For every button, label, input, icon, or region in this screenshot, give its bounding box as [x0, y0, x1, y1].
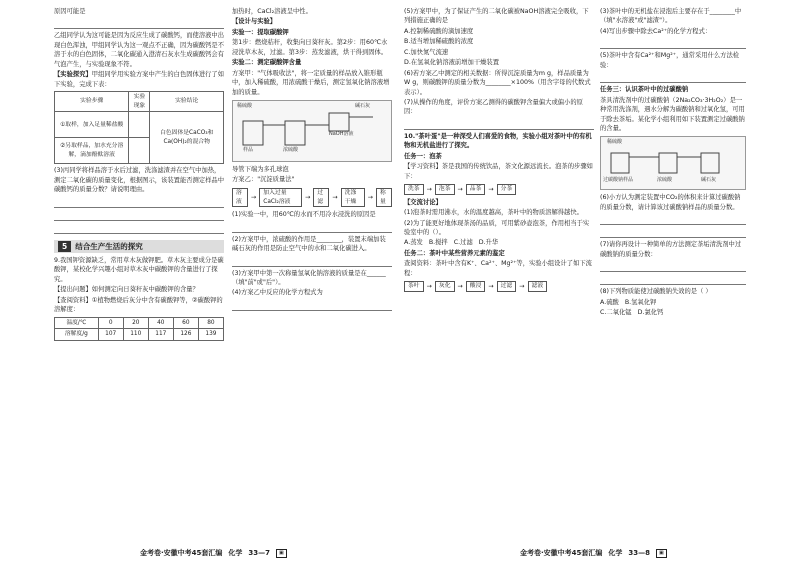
sol-label: 溶解度/g — [55, 329, 99, 341]
answer-line[interactable] — [54, 210, 224, 221]
q7: (7)从操作的角度，评价方案乙测得的碳酸钾含量偏大或偏小的原因： — [404, 98, 583, 116]
q3: (3)茶叶中的无机盐在浸泡后主要存在于________中（填"水溶液"或"滤渣"）。 — [600, 8, 742, 25]
task2-text: 查阅资料：茶叶中含有K⁺、Ca²⁺、Mg²⁺等，实验小组设计了如下流程： — [404, 260, 592, 277]
q9-data: 【查阅资料】①植物燃烧后灰分中含有碳酸钾等，②碳酸钾的溶解度： — [54, 296, 223, 314]
option: A.硫酸 — [600, 298, 619, 306]
flow-step: 品茶 — [466, 184, 486, 195]
top-text: 原因可能是 — [54, 8, 86, 15]
section-title: 结合生产生活的探究 — [75, 241, 143, 251]
task3-text: 茶具清洗剂中的过碳酸钠（2Na₂CO₃·3H₂O₂）是一种常用洗涤剂，遇水分解为碳酸钠和过氧化氢，可用于除去茶垢。某化学小组利用如下装置测定过碳酸钠的含量。 — [600, 96, 745, 132]
label-naoh: NaOH溶液 — [329, 130, 354, 137]
experiment-body: 甲组同学用实验方案中产生的白色固体进行了如下实验，完成下表： — [54, 71, 225, 88]
q1: (1)实验一中，用60℃的水而不用冷水浸洗的原因是 — [232, 211, 376, 219]
solubility-table — [54, 317, 224, 341]
cell-phen-2[interactable] — [129, 138, 150, 164]
answer-line — [54, 18, 224, 29]
footer-page: 33—8 — [628, 549, 651, 557]
answer-line[interactable] — [600, 214, 746, 225]
app-label: 过碳酸钠样品 — [603, 177, 634, 184]
answer-line[interactable] — [600, 72, 746, 83]
flow-step: 滤液 — [528, 281, 548, 292]
th-phenomenon: 实验现象 — [129, 92, 150, 112]
temp-cell: 60 — [173, 317, 198, 329]
q6: (6)小方认为测定装置中CO₂的体积来计算过碳酸钠的质量分数，请计算该过碳酸钠样品的质量分数。 — [600, 194, 741, 211]
d2: (2)为了能更好地体现茶汤的品质，可用紫砂壶泡茶，作用相当于实验室中的（）。 — [404, 219, 590, 236]
q4: (4)写出步骤中除去Ca²⁺的化学方程式： — [600, 27, 712, 35]
option: D.氯化钙 — [637, 309, 664, 316]
answer-line[interactable] — [404, 119, 594, 130]
flow-step: 泡茶 — [435, 184, 455, 195]
q8-options — [600, 298, 746, 307]
answer-line[interactable] — [232, 300, 392, 311]
q2: (2)方案甲中，浓硫酸的作用是________，装置末端加装碱石灰的作用是防止空气中的水和二氧化碳进入。 — [232, 235, 386, 253]
answer-line[interactable] — [600, 38, 746, 49]
answer-line[interactable] — [232, 222, 392, 233]
apparatus-diagram-b — [600, 136, 746, 190]
flow-step: 加入过量CaCl₂溶液 — [259, 188, 302, 207]
answer-line[interactable] — [54, 197, 224, 208]
answer-line[interactable] — [600, 227, 746, 238]
footer-brand: 金考卷·安徽中考45套汇编 — [520, 549, 603, 557]
column-3 — [404, 6, 594, 295]
q3-text: (3)丙同学将样品溶于水后过滤，洗涤滤渣并在空气中加热，测定二氧化碳的质量变化，根据图示，该装置能否测定样品中碳酸钙的质量分数？请说明理由。 — [54, 167, 225, 194]
ion-flow: 茶叶 → 灰化 → 酸浸 → 过滤 → 滤液 — [404, 281, 594, 292]
flow-step: 洗涤干燥 — [341, 188, 365, 207]
q9-text: 9.我国钾资源缺乏，常用草木灰做钾肥。草木灰主要成分是碳酸钾，某校化学兴趣小组对草木灰中碳酸钾的含量进行了探究。 — [54, 257, 224, 283]
q5: (5)方案甲中，为了保证产生的二氧化碳被NaOH溶液完全吸收，下列措施正确的是 — [404, 8, 589, 25]
option: D.在氢氧化钠溶液前增加干燥装置 — [404, 59, 500, 67]
task1-text: 【学习资料】茶是我国的传统饮品，茶文化源远流长。泡茶的步骤如下： — [404, 163, 593, 180]
flow-b: 溶液 → 加入过量CaCl₂溶液 → 过滤 → 洗涤干燥 → 称量 — [232, 188, 392, 207]
label-h2so4: 浓硫酸 — [283, 146, 299, 153]
flow-step: 酸浸 — [466, 281, 486, 292]
d2-options — [404, 238, 594, 247]
temp-cell: 0 — [98, 317, 123, 329]
experiment-table — [54, 91, 224, 164]
section-header — [54, 240, 224, 253]
temp-cell: 40 — [148, 317, 173, 329]
exp2-title: 实验二：测定碳酸钾含量 — [232, 59, 302, 67]
brand-logo-icon: ▣ — [276, 549, 287, 559]
label-lime: 碱石灰 — [355, 102, 371, 109]
discuss-label: 【交流讨论】 — [404, 198, 442, 206]
footer-right — [520, 548, 667, 559]
exp1-title: 实验一：提取碳酸钾 — [232, 28, 289, 36]
option: D.升华 — [478, 239, 499, 247]
answer-line[interactable] — [600, 261, 746, 272]
th-conclusion: 实验结论 — [150, 92, 224, 112]
footer-page: 33—7 — [248, 549, 271, 557]
label-acid: 稀硫酸 — [237, 102, 253, 109]
flow-step: 溶液 — [232, 188, 248, 207]
answer-line[interactable] — [54, 223, 224, 234]
footer-subject: 化学 — [608, 549, 623, 557]
column-4 — [600, 6, 746, 318]
q5: (5)茶叶中含有Ca²⁺和Mg²⁺，通常采用什么方法检验： — [600, 52, 740, 69]
flow-step: 过滤 — [313, 188, 329, 207]
footer-left — [140, 548, 287, 559]
flow-step: 茶叶 — [404, 281, 424, 292]
q9-question: 【提出问题】如何测定向日葵秆灰中碳酸钾的含量？ — [54, 286, 199, 294]
sol-cell: 126 — [173, 329, 198, 341]
section-number: 5 — [58, 241, 71, 252]
flow-step: 洗茶 — [404, 184, 424, 195]
experiment-text — [54, 70, 224, 89]
option: A.控制稀硫酸的滴加速度 — [404, 27, 474, 35]
cell-step-1: ①取样，加入足量稀盐酸 — [55, 112, 129, 138]
app-label: 碱石灰 — [701, 177, 717, 184]
sol-cell: 107 — [98, 329, 123, 341]
option: C.二氧化锰 — [600, 309, 632, 316]
label-sample: 样品 — [243, 146, 254, 153]
footer-subject: 化学 — [228, 549, 243, 557]
exp1-steps: 第1步：燃烧秸秆，收集向日葵秆灰。第2步：用60℃水浸洗草木灰，过滤。第3步：蒸发滤液，烘干得到固体。 — [232, 39, 388, 56]
flow-step: 过滤 — [497, 281, 517, 292]
flow-step: 灰化 — [435, 281, 455, 292]
exp2-text: 方案甲："气体吸收法"，将一定质量的样品放入锥形瓶中，加入稀硫酸，用浓硫酸干燥后，测定氢氧化钠溶液增加的质量。 — [232, 69, 390, 96]
tea-flow: 洗茶 → 泡茶 → 品茶 → 分茶 — [404, 184, 594, 195]
app-label: 稀硫酸 — [607, 139, 623, 146]
q8: (8)下列物质能使过碳酸钠失效的是（ ） — [600, 288, 712, 296]
sol-cell: 110 — [123, 329, 148, 341]
q8-options — [600, 308, 746, 317]
option: B.氢氧化钾 — [624, 298, 657, 306]
apparatus-diagram-a — [232, 100, 392, 162]
method-b: 方案乙："沉淀质量法" — [232, 176, 295, 184]
column-1 — [54, 6, 224, 343]
intro: 加热时，CaCl₂溶液呈中性。 — [232, 8, 312, 15]
temp-cell: 20 — [123, 317, 148, 329]
temp-cell: 80 — [198, 317, 223, 329]
temp-label: 温度/℃ — [55, 317, 99, 329]
q7: (7)请你再设计一种简单的方法测定茶垢清洗剂中过碳酸钠的质量分数： — [600, 241, 742, 258]
flow-step: 分茶 — [497, 184, 517, 195]
d1: (1)泡茶时需用沸水，水的温度越高，茶叶中的物质溶解得越快。 — [404, 209, 583, 217]
flow-step: 称量 — [376, 188, 392, 207]
q4: (4)方案乙中反应的化学方程式为 — [232, 289, 323, 297]
option: C.加快氮气流速 — [404, 48, 449, 56]
option: B.搅拌 — [428, 239, 448, 247]
para1: 乙组同学认为这可能是因为反应生成了碳酸钙，而使溶液中出现白色浑浊，甲组同学认为这一观点不正确，因为碳酸钙是不溶于水的白色固体，二氧化碳通入澄清石灰水生成碳酸钙会有气泡产生，与实验现象不符。 — [54, 32, 225, 68]
app-label: 浓硫酸 — [657, 177, 673, 184]
experiment-label: 【实验探究】 — [54, 71, 92, 79]
answer-line[interactable] — [232, 256, 392, 267]
note-b: 导管下端为多孔球泡 — [232, 165, 289, 173]
task1: 任务一：泡茶 — [404, 152, 442, 160]
q6: (6)若方案乙中测定的相关数据：所得沉淀质量为m g，样品质量为W g，则碳酸钾的质量分数为________×100%（用含字母的代数式表示）。 — [404, 69, 591, 96]
th-step: 实验步骤 — [55, 92, 129, 112]
q10: 10."茶叶蛋"是一种深受人们喜爱的食物，实验小组对茶叶中的有机物和无机盐进行了探究。 — [404, 132, 592, 150]
option: C.过滤 — [453, 239, 473, 247]
q3: (3)方案甲中第一次称量氢氧化钠溶液的质量是在______（填"前"或"后"）。 — [232, 269, 386, 286]
task2: 任务二：茶叶中某些营养元素的鉴定 — [404, 249, 505, 257]
cell-conclusion: 白色固体是CaCO₃和Ca(OH)₂的混合物 — [150, 112, 224, 164]
option: A.蒸发 — [404, 239, 423, 247]
option: B.适当增加稀硫酸的浓度 — [404, 38, 474, 46]
cell-step-2: ②另取样品，加水充分溶解，滴加酚酞溶液 — [55, 138, 129, 164]
answer-line[interactable] — [600, 274, 746, 285]
sol-cell: 117 — [148, 329, 173, 341]
column-2 — [232, 6, 392, 313]
cell-phen-1[interactable] — [129, 112, 150, 138]
sol-cell: 139 — [198, 329, 223, 341]
footer-brand: 金考卷·安徽中考45套汇编 — [140, 549, 223, 557]
design-label: 【设计与实验】 — [232, 18, 277, 26]
brand-logo-icon: ▣ — [656, 549, 667, 559]
task3: 任务三：认识茶叶中的过碳酸钠 — [600, 86, 689, 94]
